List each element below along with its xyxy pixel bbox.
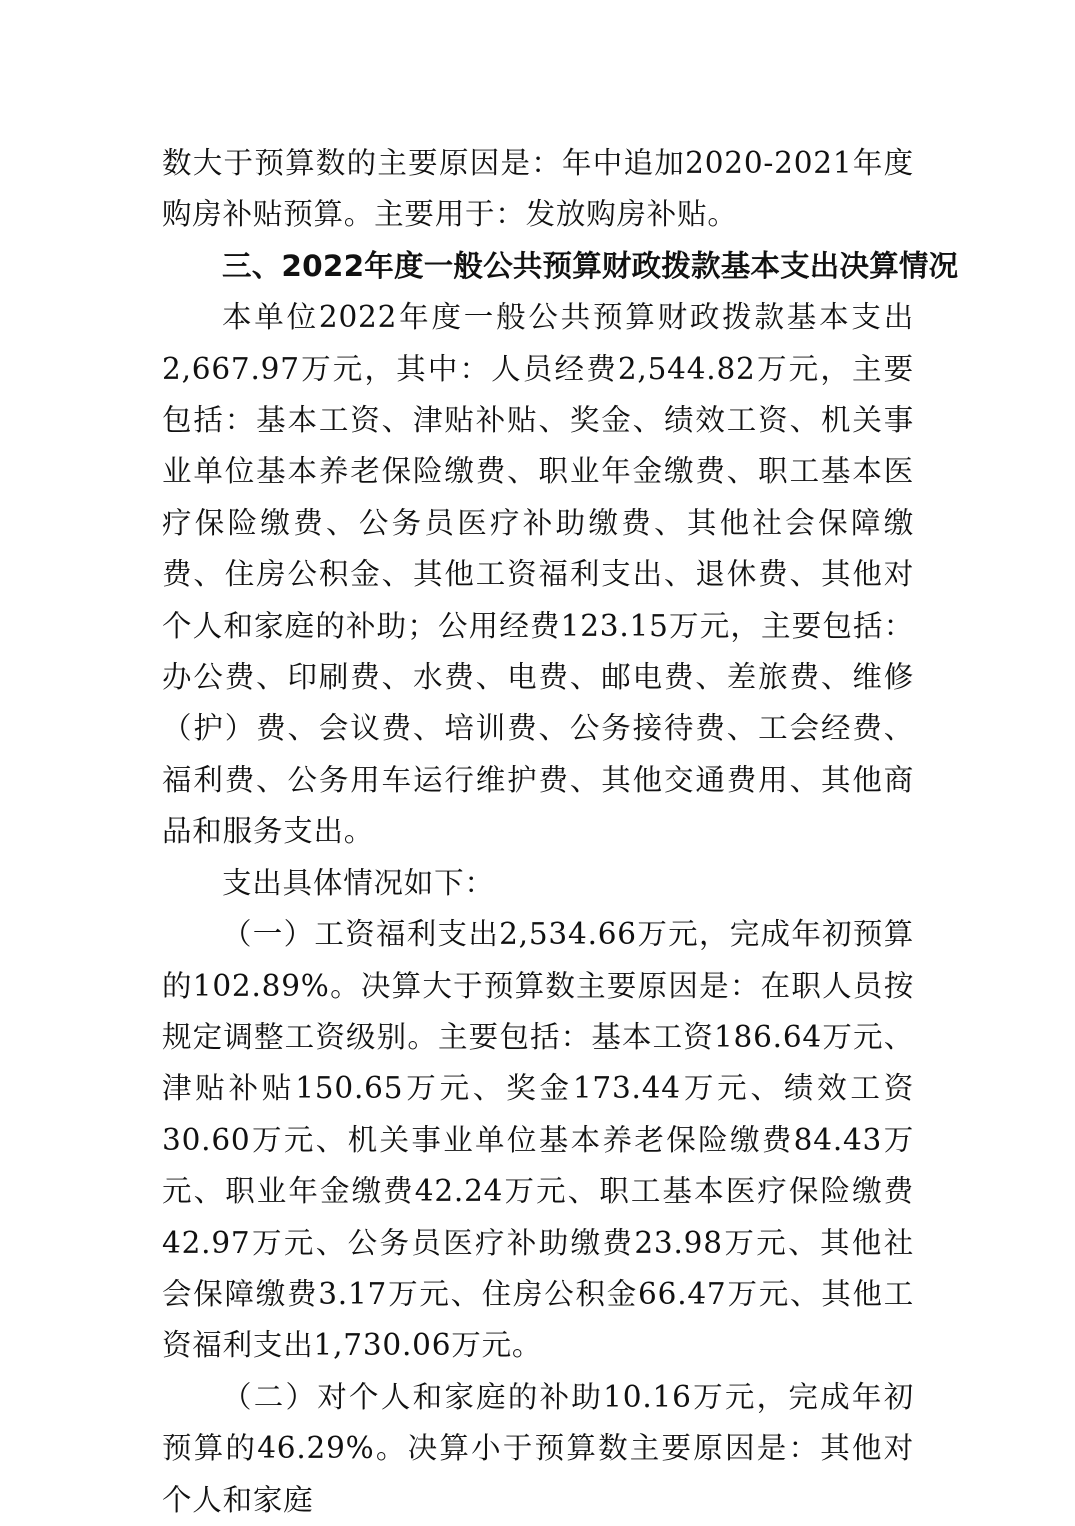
paragraph-basic-expenditure: 本单位2022年度一般公共预算财政拨款基本支出2,667.97万元，其中：人员经费2,544.82万元，主要包括：基本工资、津贴补贴、奖金、绩效工资、机关事业单位基本养老保险缴费、职业年金缴费、职工基本医疗保险缴费、公务员医疗补助缴费、其他社会保障缴费、住房公积金、其他工资福利支出、退休费、其他对个人和家庭的补助；公用经费123.15万元，主要包括：办公费、印刷费、水费、电费、邮电费、差旅费、维修（护）费、会议费、培训费、公务接待费、工会经费、福利费、公务用车运行维护费、其他交通费用、其他商品和服务支出。 bbox=[162, 300, 914, 849]
paragraph-household-subsidy: （二）对个人和家庭的补助10.16万元，完成年初预算的46.29%。决算小于预算数主要原因是：其他对个人和家庭 bbox=[162, 1379, 914, 1517]
paragraph-wages-welfare: （一）工资福利支出2,534.66万元，完成年初预算的102.89%。决算大于预算数主要原因是：在职人员按规定调整工资级别。主要包括：基本工资186.64万元、津贴补贴150.65万元、奖金173.44万元、绩效工资30.60万元、机关事业单位基本养老保险缴费84.43万元、职业年金缴费42.24万元、职工基本医疗保险缴费42.97万元、公务员医疗补助缴费23.98万元、其他社会保障缴费3.17万元、住房公积金66.47万元、其他工资福利支出1,730.06万元。 bbox=[162, 917, 914, 1363]
document-body bbox=[162, 138, 959, 1526]
section-heading: 三、2022年度一般公共预算财政拨款基本支出决算情况 bbox=[222, 248, 959, 283]
paragraph-details-intro: 支出具体情况如下： bbox=[222, 865, 495, 900]
paragraph-continuation: 数大于预算数的主要原因是：年中追加2020-2021年度购房补贴预算。主要用于：发放购房补贴。 bbox=[162, 146, 914, 232]
